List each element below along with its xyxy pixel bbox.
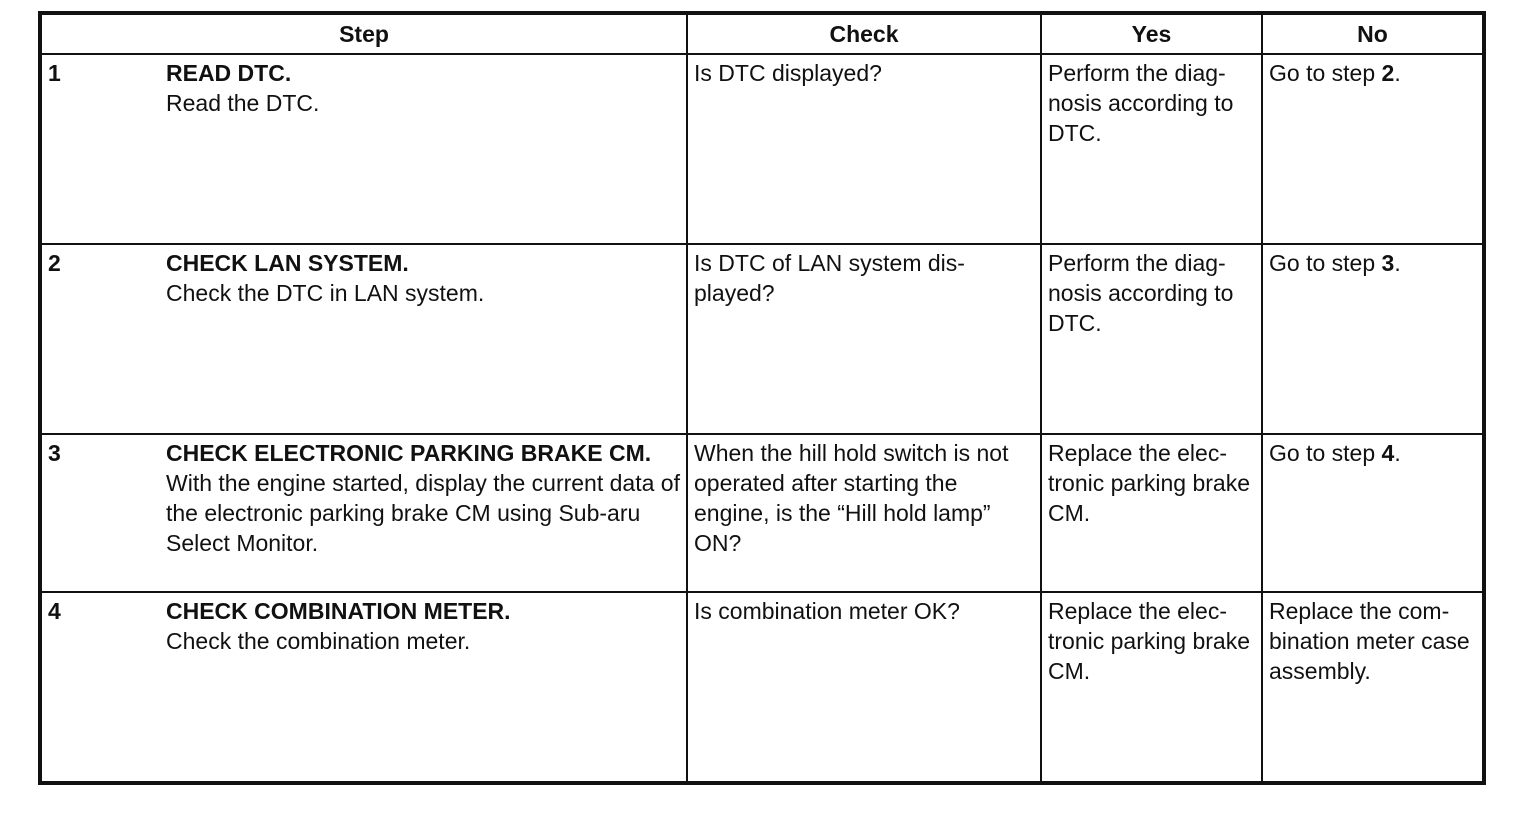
table-row	[40, 244, 1484, 434]
step-cell	[40, 434, 687, 592]
step-title: CHECK ELECTRONIC PARKING BRAKE CM.	[166, 440, 652, 466]
yes-text: Perform the diag-nosis according to DTC.	[1048, 60, 1234, 146]
step-number: 4	[48, 598, 61, 624]
header-step: Step	[40, 13, 687, 54]
no-text: Go to step 4.	[1269, 440, 1401, 466]
check-text: Is DTC displayed?	[694, 60, 882, 86]
no-cell	[1262, 434, 1484, 592]
check-cell	[687, 434, 1041, 592]
diagnostic-table	[38, 11, 1486, 785]
no-cell	[1262, 54, 1484, 244]
step-instruction: With the engine started, display the current data of the electronic parking brake CM using Sub-aru Select Monitor.	[166, 470, 680, 556]
yes-cell	[1041, 434, 1262, 592]
step-title: CHECK COMBINATION METER.	[166, 598, 511, 624]
yes-cell	[1041, 54, 1262, 244]
yes-text: Perform the diag-nosis according to DTC.	[1048, 250, 1234, 336]
check-text: Is combination meter OK?	[694, 598, 960, 624]
step-reference: 2	[1381, 60, 1395, 86]
check-text: Is DTC of LAN system dis-played?	[694, 250, 965, 306]
no-cell	[1262, 244, 1484, 434]
no-cell	[1262, 592, 1484, 783]
step-instruction: Check the DTC in LAN system.	[166, 280, 485, 306]
header-check: Check	[687, 13, 1041, 54]
check-cell	[687, 592, 1041, 783]
check-cell	[687, 244, 1041, 434]
table-row	[40, 434, 1484, 592]
step-instruction: Check the combination meter.	[166, 628, 471, 654]
check-text: When the hill hold switch is not operated after starting the engine, is the “Hill hold lamp” ON?	[694, 440, 1009, 556]
step-title: CHECK LAN SYSTEM.	[166, 250, 409, 276]
no-text: Replace the com-bination meter case assembly.	[1269, 598, 1470, 684]
step-cell	[40, 54, 687, 244]
no-text: Go to step 3.	[1269, 250, 1401, 276]
table-row	[40, 592, 1484, 783]
step-cell	[40, 592, 687, 783]
step-title: READ DTC.	[166, 60, 292, 86]
step-cell	[40, 244, 687, 434]
table-row	[40, 54, 1484, 244]
step-number: 3	[48, 440, 61, 466]
step-reference: 3	[1381, 250, 1395, 276]
check-cell	[687, 54, 1041, 244]
no-text: Go to step 2.	[1269, 60, 1401, 86]
yes-text: Replace the elec-tronic parking brake CM.	[1048, 598, 1250, 684]
step-reference: 4	[1381, 440, 1395, 466]
header-no: No	[1262, 13, 1484, 54]
step-number: 1	[48, 60, 61, 86]
step-number: 2	[48, 250, 61, 276]
table-header-row	[40, 13, 1484, 54]
yes-text: Replace the elec-tronic parking brake CM.	[1048, 440, 1250, 526]
yes-cell	[1041, 244, 1262, 434]
yes-cell	[1041, 592, 1262, 783]
header-yes: Yes	[1041, 13, 1262, 54]
step-instruction: Read the DTC.	[166, 90, 320, 116]
